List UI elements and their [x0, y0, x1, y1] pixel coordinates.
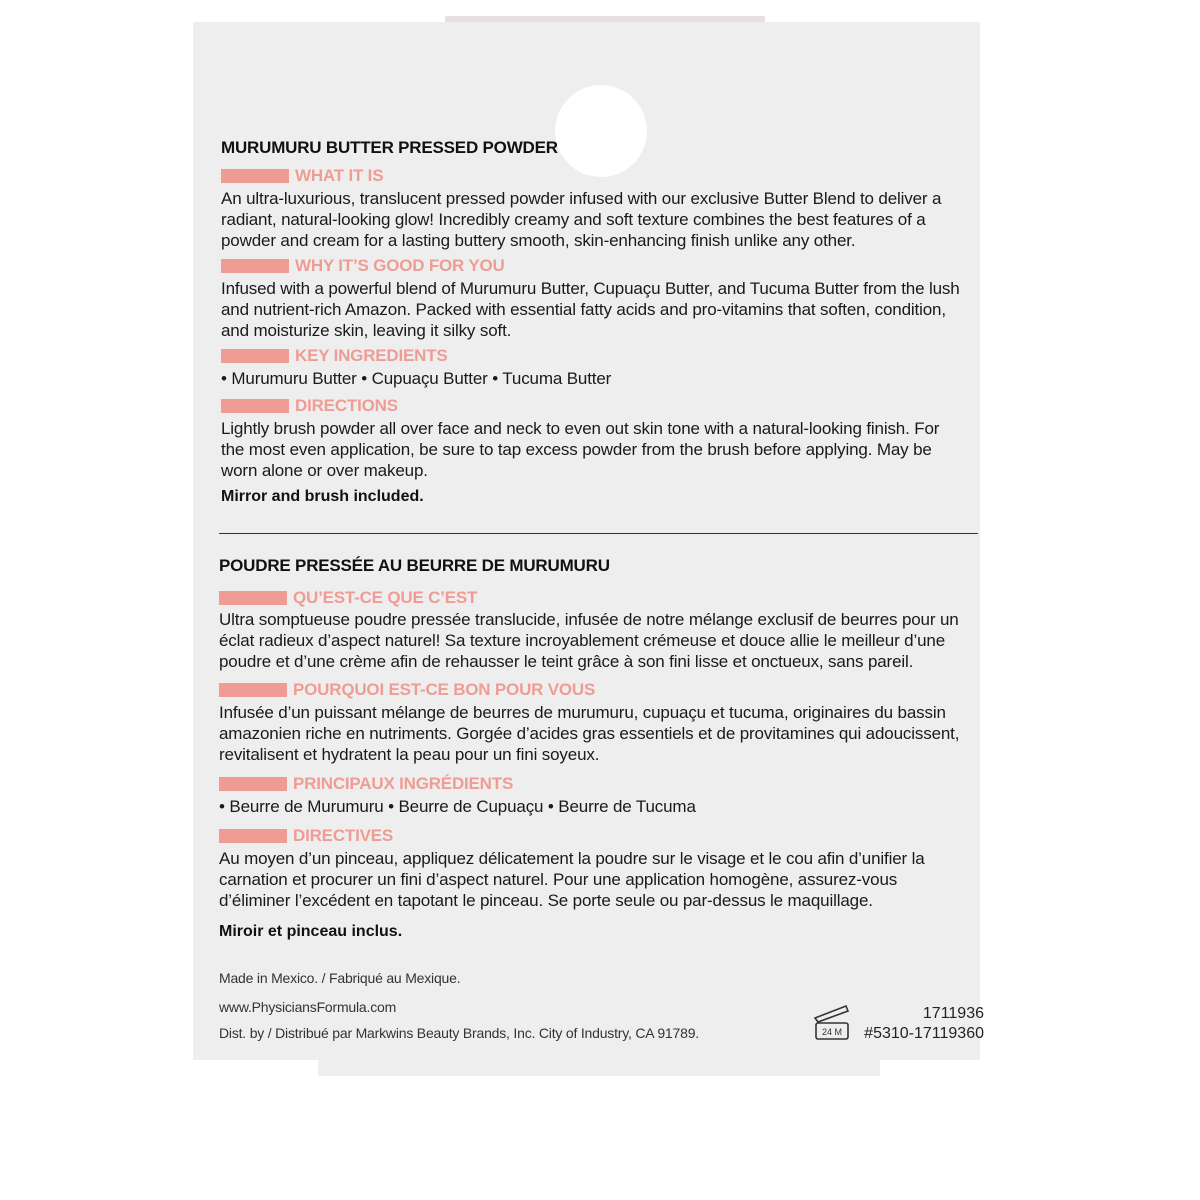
language-divider	[219, 533, 978, 534]
fr-key-ingredients-list: • Beurre de Murumuru • Beurre de Cupuaçu • Beurre de Tucuma	[219, 797, 696, 816]
en-key-ingredients-list: • Murumuru Butter • Cupuaçu Butter • Tucuma Butter	[221, 369, 612, 388]
fr-included-note: Miroir et pinceau inclus.	[219, 923, 403, 940]
en-why-good-text: Infused with a powerful blend of Murumuru Butter, Cupuaçu Butter, and Tucuma Butter from the lush and nutrient-rich Amazon. Packed with essential fatty acids and pro-vitamins that soften, condition, and moisturize skin, leaving it silky soft.	[221, 279, 960, 340]
hang-hole	[555, 85, 647, 177]
en-why-good-heading: WHY IT’S GOOD FOR YOU	[221, 257, 505, 275]
en-what-it-is-heading: WHAT IT IS	[221, 167, 383, 185]
pao-label: 24 M	[821, 1027, 843, 1037]
item-number: #5310-17119360	[864, 1025, 984, 1042]
english-product-title: MURUMURU BUTTER PRESSED POWDER	[221, 138, 558, 157]
fr-what-it-is-heading: QU’EST-CE QUE C’EST	[219, 589, 477, 607]
fr-directions-text: Au moyen d’un pinceau, appliquez délicatement la poudre sur le visage et le cou afin d’unifier la carnation et procurer un fini d’aspect naturel. Pour une application homogène, assurez-vous d’éliminer l’excédent en tapotant le pinceau. Se porte seule ou par-dessus le maquillage.	[219, 849, 925, 910]
heading-accent-bar	[219, 683, 287, 697]
open-jar-icon	[810, 1000, 852, 1042]
fr-directions-heading: DIRECTIVES	[219, 827, 393, 845]
card-bottom-flap	[318, 1060, 880, 1076]
heading-accent-bar	[221, 169, 289, 183]
heading-accent-bar	[221, 259, 289, 273]
fr-key-ingredients-heading: PRINCIPAUX INGRÉDIENTS	[219, 775, 513, 793]
heading-accent-bar	[221, 349, 289, 363]
en-key-ingredients-heading: KEY INGREDIENTS	[221, 347, 448, 365]
fr-why-good-text: Infusée d’un puissant mélange de beurres de murumuru, cupuaçu et tucuma, originaires du bassin amazonien riche en nutriments. Gorgée d’acides gras essentiels et de provitamines qui adoucissent, revitalisent et hydratent la peau pour un fini soyeux.	[219, 703, 960, 764]
heading-accent-bar	[219, 591, 287, 605]
en-what-it-is-text: An ultra-luxurious, translucent pressed powder infused with our exclusive Butter Blend to deliver a radiant, natural-looking glow! Incredibly creamy and soft texture combines the best features of a powder and cream for a lasting buttery smooth, skin-enhancing finish unlike any other.	[221, 189, 942, 250]
heading-accent-bar	[221, 399, 289, 413]
website-link[interactable]: www.PhysiciansFormula.com	[219, 999, 397, 1015]
fr-what-it-is-text: Ultra somptueuse poudre pressée translucide, infusée de notre mélange exclusif de beurres pour un éclat radieux d’aspect naturel! Sa texture incroyablement crémeuse et douce allie le meilleur d’une poudre et d’une crème afin de rehausser le teint grâce à son fini lisse et onctueux, sans pareil.	[219, 610, 959, 671]
fr-why-good-heading: POURQUOI EST-CE BON POUR VOUS	[219, 681, 595, 699]
en-directions-text: Lightly brush powder all over face and neck to even out skin tone with a natural-looking finish. For the most even application, be sure to tap excess powder from the brush before applying. May be worn alone or over makeup.	[221, 419, 940, 480]
made-in-label: Made in Mexico. / Fabriqué au Mexique.	[219, 970, 461, 986]
french-product-title: POUDRE PRESSÉE AU BEURRE DE MURUMURU	[219, 556, 610, 575]
heading-accent-bar	[219, 829, 287, 843]
product-code: 1711936	[922, 1005, 984, 1022]
distributor-line: Dist. by / Distribué par Markwins Beauty Brands, Inc. City of Industry, CA 91789.	[219, 1025, 699, 1041]
heading-accent-bar	[219, 777, 287, 791]
en-included-note: Mirror and brush included.	[221, 488, 424, 505]
en-directions-heading: DIRECTIONS	[221, 397, 398, 415]
